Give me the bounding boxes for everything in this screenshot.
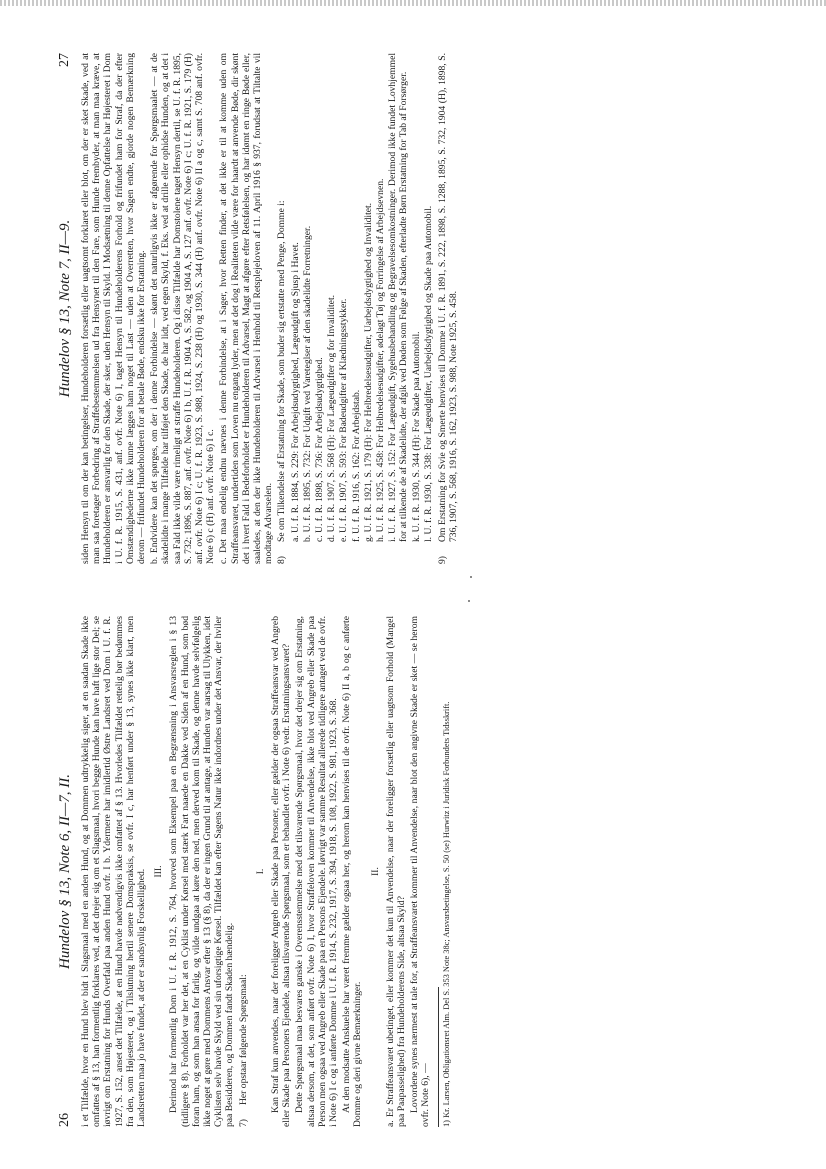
note-lead: Her opstaar følgende Spørgsmaal: (237, 974, 249, 1105)
list-item-text: b. U. f. R. 1895, S. 732: For Udgift ved Vareteglser af den skadelidte Forretninger. (301, 225, 313, 542)
paragraph: a. Er Straffeansvaret ubetinget, eller kommer det kun til Anvendelse, naar der foreligger forsætlig eller uagtsom Forhold (Mangel paa Paapasselighed) fra Hundeholderens Side, altsaa Skyld? (384, 616, 408, 1127)
paragraph: Lovordene synes nærmest at tale for, at Straffeansvaret kommer til Anvendelse, naar blot den angivne Skade er sket — se herom ovfr. Note 6), — (409, 616, 432, 1127)
list-item-text: h. U. f. R. 1925, S. 458: For Helbredelsesudgifter, ødelagt Tøj og Forringelse af Arbejdsevnen. (375, 178, 387, 542)
book-spread (50, 45, 795, 1135)
list-item-text: a. U. f. R. 1884, S. 229: For Arbejdsudygtighed, Lægeudgift og Sjusp i Havet. (289, 242, 301, 542)
footnote: 1) Kr. Larsen, Obligationsret Alm. Del S. 353 Note 38c; Ansvarsbetingelse, S. 50 (se) Hurwitz i Juridisk Forbundets Tidsskrift. (441, 701, 451, 1127)
running-head-left-title: Hundelov § 13, Note 6, II—7, II. (57, 774, 73, 969)
list-item (351, 53, 362, 542)
list-item-text: i. U. f. R. 1927, S. 152: For Lægeudgift, Sygehusbehandling og Begravelsesomkostninger. Derimod ikke fundet Lovhjemmel for at tilkende de af Skadelidte, der afgik ved Døden som Følge af Skaden, efterladte Børn Erstatning for Tab af Forsørger. (387, 53, 410, 542)
right-page (50, 45, 795, 570)
paragraph: At den modsatte Anskuelse har været fremme gælder ogsaa her, og herom kan henvises til de ovfr. Note 6) II a, b og c anførte Domme og deri givne Bemærkninger. (341, 616, 364, 1127)
list-item-text: k. U. f. R. 1930, S. 344 (H): For Skade paa Automobil. (410, 331, 422, 542)
paragraph: b. Endvidere kan det spørges, om der i denne Forbindelse — skønt det naturligvis ikke er afgørende for Spørgsmaalet — at de skadelidte i mange Tilfælde har tilføjet den Skade, de har lidt, ved egen Skyld, f. Eks. ved at drille eller ophidse Hunden, og at det i saa Fald ikke vilde være rimeligt at straffe Hundeholderen. Og i disse Tilfælde har Domstolene taget Hensyn dertil, se U. f. R. 1895, S. 732; 1896, S. 887, anf. ovfr. Note 6) I b, U. f. R. 1904 A, S. 582, og 1904 A, S. 127 anf. ovfr. Note 6) I c; U. f. R. 1921, S. 179 (H) anf. ovfr. Note 6) I c; U. f. R. 1923, S. 988, 1924, S. 238 (H) og 1930, S. 344 (H) anf. ovfr. Note 6) II a og c, samt S. 708 anf. ovfr. Note 6) c (H) anf. ovfr. Note 6) I c. (149, 53, 217, 564)
paragraph: i et Tilfælde, hvor en Hund blev bidt i Slagsmaal med en anden Hund, og at Dommen udtrykkelig siger, at en saadan Skade ikke omfattes af § 13, han formentlig forklares ved, at det drejer sig om et Slagsmaal, hvori begge Hunde kan have haft lige stor Del; se iøvrigt om Erstatning for Hunds Overfald paa anden Hund ovfr. I b. Ydermere har imidlertid Østre Landsret ved Dom i U. f. R. 1927, S. 152, anset det Tilfælde, at en Hund havde nødvendigvis ikke omfattet af § 13. Hvorledes Tilfældet rettelig bør bedømmes fra den, som Højesteret, og i Tilslutning hertil senere Domspraksis, se ovfr. I c, har henført under § 13, synes ikke klart, men Landsretten maa jo have fundet, at der er sandsynlig Forskellighed. (80, 616, 148, 1127)
list-item (302, 53, 313, 542)
list-item-text: g. U. f. R. 1921, S. 179 (H): For Helbredelsesudgifter, Uarbejdsdygtighed og Invaliditet. (362, 202, 374, 542)
list-item-text: f. U. f. R. 1916, S. 162: For Arbejdstab. (350, 389, 362, 542)
scan-speck (470, 576, 472, 578)
list-item-text: e. U. f. R. 1907, S. 593: For Badeudgifter af Klædningsstykker. (338, 298, 350, 542)
paragraph: Kan Straf kun anvendes, naar der foreligger Angreb eller Skade paa Personer, eller gælder der ogsaa Straffeansvar ved Angreb eller Skade paa Personers Ejendele, altsaa tilsvarende Spørgsmaal, som er behandlet ovfr. i Note 6) vedr. Erstatningsansvaret? (270, 616, 293, 1127)
list-item (423, 53, 434, 542)
list-item (387, 53, 409, 542)
list-item-text: c. U. f. R. 1898, S. 736: For Arbejdsudygtighed. (314, 357, 326, 542)
footnote-rule (438, 987, 439, 1127)
paragraph: c. Det maa endelig endnu nævnes i denne Forbindelse, at i Sager, hvor Retten finder, at det ikke er til at komme uden om Straffeansvaret, undertiden som Loven nu engang lyder, men at det dog i Realiteten vilde være for haardt at anvende Bøde, dir skønt det i hvert Fald i Bedeforholdet er Hundeholderen til Advarsel, Magt at afgøre efter Retsfølelsen, og har idømt en ringe Bøde eller, saaledes, at den der ikke Hundeholderen til Advarsel i Henhold til Retsplejeloven af 11. April 1916 § 937, forudsat at Tiltalte vil modtage Advarselen. (218, 53, 275, 564)
note-lead: Se om Tilkendelse af Erstatning for Skade, som buder sig ertstatte med Penge, Domme i: (276, 200, 288, 542)
left-page (50, 610, 795, 1135)
paragraph: siden Hensyn til om der kan betingelser, Hundeholderen forsætlig eller uagtsomt forklaret eller blot, om der er sket Skade, ved at man saa foretager Forbedring af Straffebestemmelsen ud fra Hensynet til den Fare, som Hunde frembyder, at man maa kræve, at Hundeholderen er ansvarlig for den Skade, der sker, uden Hensyn til Skyld. I Modsætning til denne Opfattelse har Højesteret i Dom i U. f. R. 1915, S. 431, anf. ovfr. Note 6) I, taget Hensyn til Hundeholderens Forhold og frifundet ham for Straf, da der efter Omstændighederne ikke kunne lægges ham noget til Last — uden at Overretten, hvor Sagen endte, gjorde nogen Bemærkning derom — frifundet Hundeholderen for at betale Bøde, endsku ikke for Erstatning. (80, 53, 148, 564)
note-body (276, 53, 435, 542)
scan-edge (0, 0, 826, 6)
list-item (363, 53, 374, 542)
running-head-left (50, 616, 80, 1127)
note-marker: 9) (437, 556, 449, 564)
list-item (290, 53, 301, 542)
list-item (314, 53, 325, 542)
note-item (437, 53, 459, 564)
paragraph: Derimod har formentlig Dom i U. f. R. 1912, S. 764, hvorved som Eksempel paa en Begrænsning i Ansvarsreglen i § 13 (tidligere § 8). Forholdet var her det, at en Cyklist under Kørsel med stærk Fart naaede en Dakke ved Siden af en Hund, som bød foran ham, og som han ansaa for farlig, og vilde undgaa at køre den ned, men derved kom til Skade, og denne havde selvfølgelig ikke noget at gøre med Dommens Ansvar efter § 13 (§ 8), da der er ingen Grund til at antage, at Hunden var aarsag til Ulykken, idet Cyklisten selv havde Skyld ved sin uforsigtige Kørsel. Tilfældet kan efter Sagens Natur ikke indordnes under det Ansvar, der hviler paa Besidderen, og Dommen fandt Skaden hændelig. (168, 616, 236, 1127)
running-head-right-title: Hundelov § 13, Note 7, II—9. (57, 219, 73, 398)
scan-speck (468, 600, 470, 602)
page-number-left: 26 (57, 1113, 72, 1127)
paragraph: Dette Spørgsmaal maa besvares ganske i Overensstemmelse med det tilsvarende Spørgsmaal, hvor det drejer sig om Erstatning, altsaa dersom, at det, som anført ovfr. Note 6) I, hvor Straffeloven kommer til Anvendelse, ikke blot ved Angreb eller Skade paa Person men ogsaa ved Angreb eller Skade paa en Persons Ejendele. Iøvrigt var samme Resultat allerede tidligere antaget ved de ovfr. i Note 6) I c og i anførte Domme i U. f. R. 1914, S. 232, 1917, S. 394, 1918, S. 108, 1922, S. 981, 1923, S. 368. (294, 616, 340, 1127)
list-item (338, 53, 349, 542)
right-body (80, 53, 460, 564)
section-heading: I. (254, 868, 266, 875)
note-marker: 7) (237, 1119, 249, 1127)
note-item (276, 53, 435, 564)
list-item (375, 53, 386, 542)
left-body (80, 616, 452, 1127)
note-marker: 8) (276, 556, 288, 564)
page-number-right: 27 (57, 53, 72, 67)
list-item-text: d. U. f. R. 1907, S. 568 (H): For Lægeudgifter og for Invaliditet. (326, 294, 338, 542)
section-heading: II. (369, 867, 381, 876)
list-item-text: l. U. f. R. 1930, S. 338: For Lægeudgifter, Uarbejdsdygtighed og Skade paa Automobil. (422, 205, 434, 542)
list-item (326, 53, 337, 542)
section-heading: III. (153, 865, 165, 878)
note-text: Om Erstatning for Svie og Smerte henvises til Domme i U. f. R. 1891, S. 222, 1898, S. 1288, 1895, S. 732, 1904 (H), 1898, S. 736, 1907, S. 568, 1916, S. 162, 1923, S. 988, Note 1925, S. 458. (437, 53, 460, 542)
note-item (238, 616, 249, 1127)
list-item (411, 53, 422, 542)
running-head-right (50, 53, 80, 564)
